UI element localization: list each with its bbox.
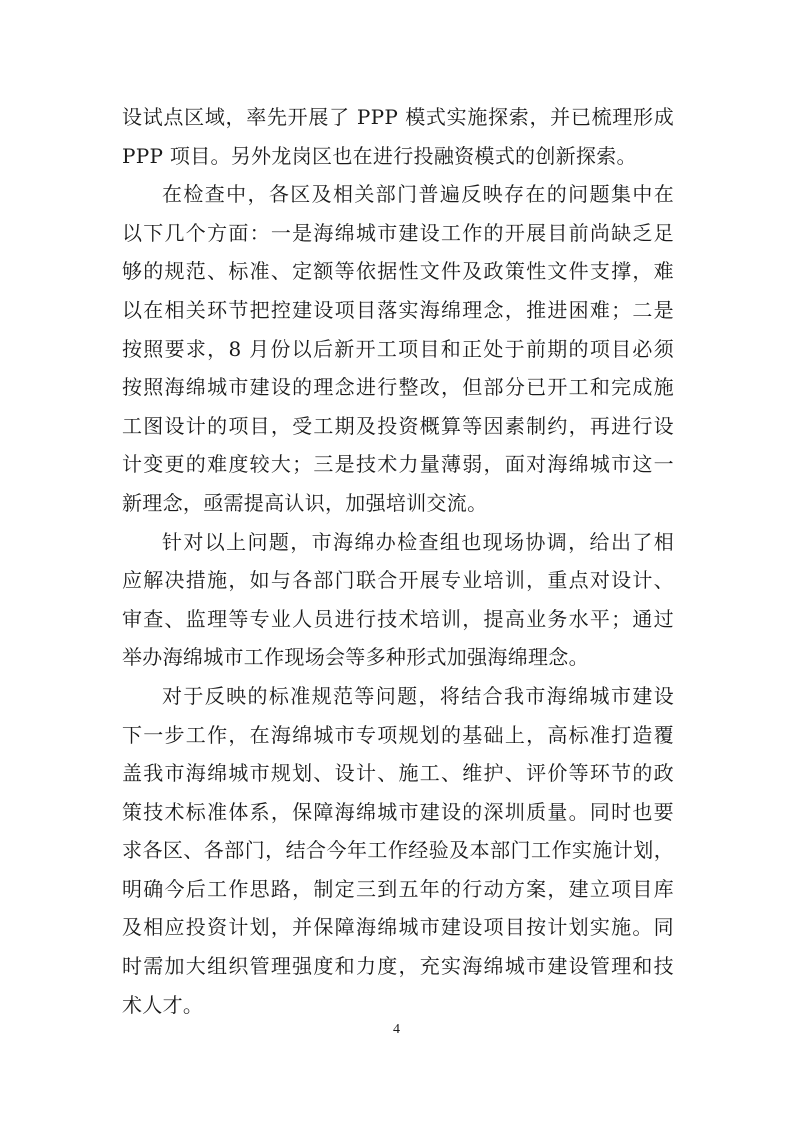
- text-line: 在检查中，各区及相关部门普遍反映存在的问题集中在: [162, 182, 674, 207]
- text-line: 按照海绵城市建设的理念进行整改，但部分已开工和完成施: [122, 375, 674, 400]
- page-number: 4: [393, 1022, 400, 1037]
- text-line: 术人才。: [122, 992, 204, 1017]
- text-line: 下一步工作，在海绵城市专项规划的基础上，高标准打造覆: [122, 722, 674, 747]
- text-line: 盖我市海绵城市规划、设计、施工、维护、评价等环节的政: [122, 761, 674, 786]
- text-line: 新理念，亟需提高认识，加强培训交流。: [122, 490, 488, 515]
- text-line: 工图设计的项目，受工期及投资概算等因素制约，再进行设: [122, 413, 674, 438]
- text-line: 策技术标准体系，保障海绵城市建设的深圳质量。同时也要: [122, 799, 674, 824]
- text-line: 举办海绵城市工作现场会等多种形式加强海绵理念。: [122, 645, 589, 670]
- text-line: 求各区、各部门，结合今年工作经验及本部门工作实施计划，: [122, 838, 674, 863]
- paragraph-1: [122, 98, 674, 175]
- body-text: [122, 98, 674, 1024]
- text-line: 按照要求，8 月份以后新开工项目和正处于前期的项目必须: [122, 336, 674, 361]
- text-line: 设试点区域，率先开展了 PPP 模式实施探索，并已梳理形成: [122, 105, 674, 129]
- text-line: 对于反映的标准规范等问题，将结合我市海绵城市建设: [162, 683, 674, 708]
- text-line: 以下几个方面：一是海绵城市建设工作的开展目前尚缺乏足: [122, 220, 674, 245]
- text-line: 应解决措施，如与各部门联合开展专业培训，重点对设计、: [122, 568, 674, 593]
- text-line: PPP 项目。另外龙岗区也在进行投融资模式的创新探索。: [122, 143, 637, 168]
- text-line: 以在相关环节把控建设项目落实海绵理念，推进困难；二是: [122, 297, 674, 322]
- text-line: 针对以上问题，市海绵办检查组也现场协调，给出了相: [162, 529, 674, 554]
- text-line: 及相应投资计划，并保障海绵城市建设项目按计划实施。同: [122, 915, 674, 940]
- text-line: 时需加大组织管理强度和力度，充实海绵城市建设管理和技: [122, 954, 674, 979]
- text-line: 明确今后工作思路，制定三到五年的行动方案，建立项目库: [122, 876, 674, 901]
- text-line: 计变更的难度较大；三是技术力量薄弱，面对海绵城市这一: [122, 452, 674, 477]
- text-line: 够的规范、标准、定额等依据性文件及政策性文件支撑，难: [122, 259, 674, 284]
- text-line: 审查、监理等专业人员进行技术培训，提高业务水平；通过: [122, 606, 674, 631]
- paragraph-4: [122, 677, 674, 1024]
- paragraph-3: [122, 523, 674, 677]
- paragraph-2: [122, 175, 674, 522]
